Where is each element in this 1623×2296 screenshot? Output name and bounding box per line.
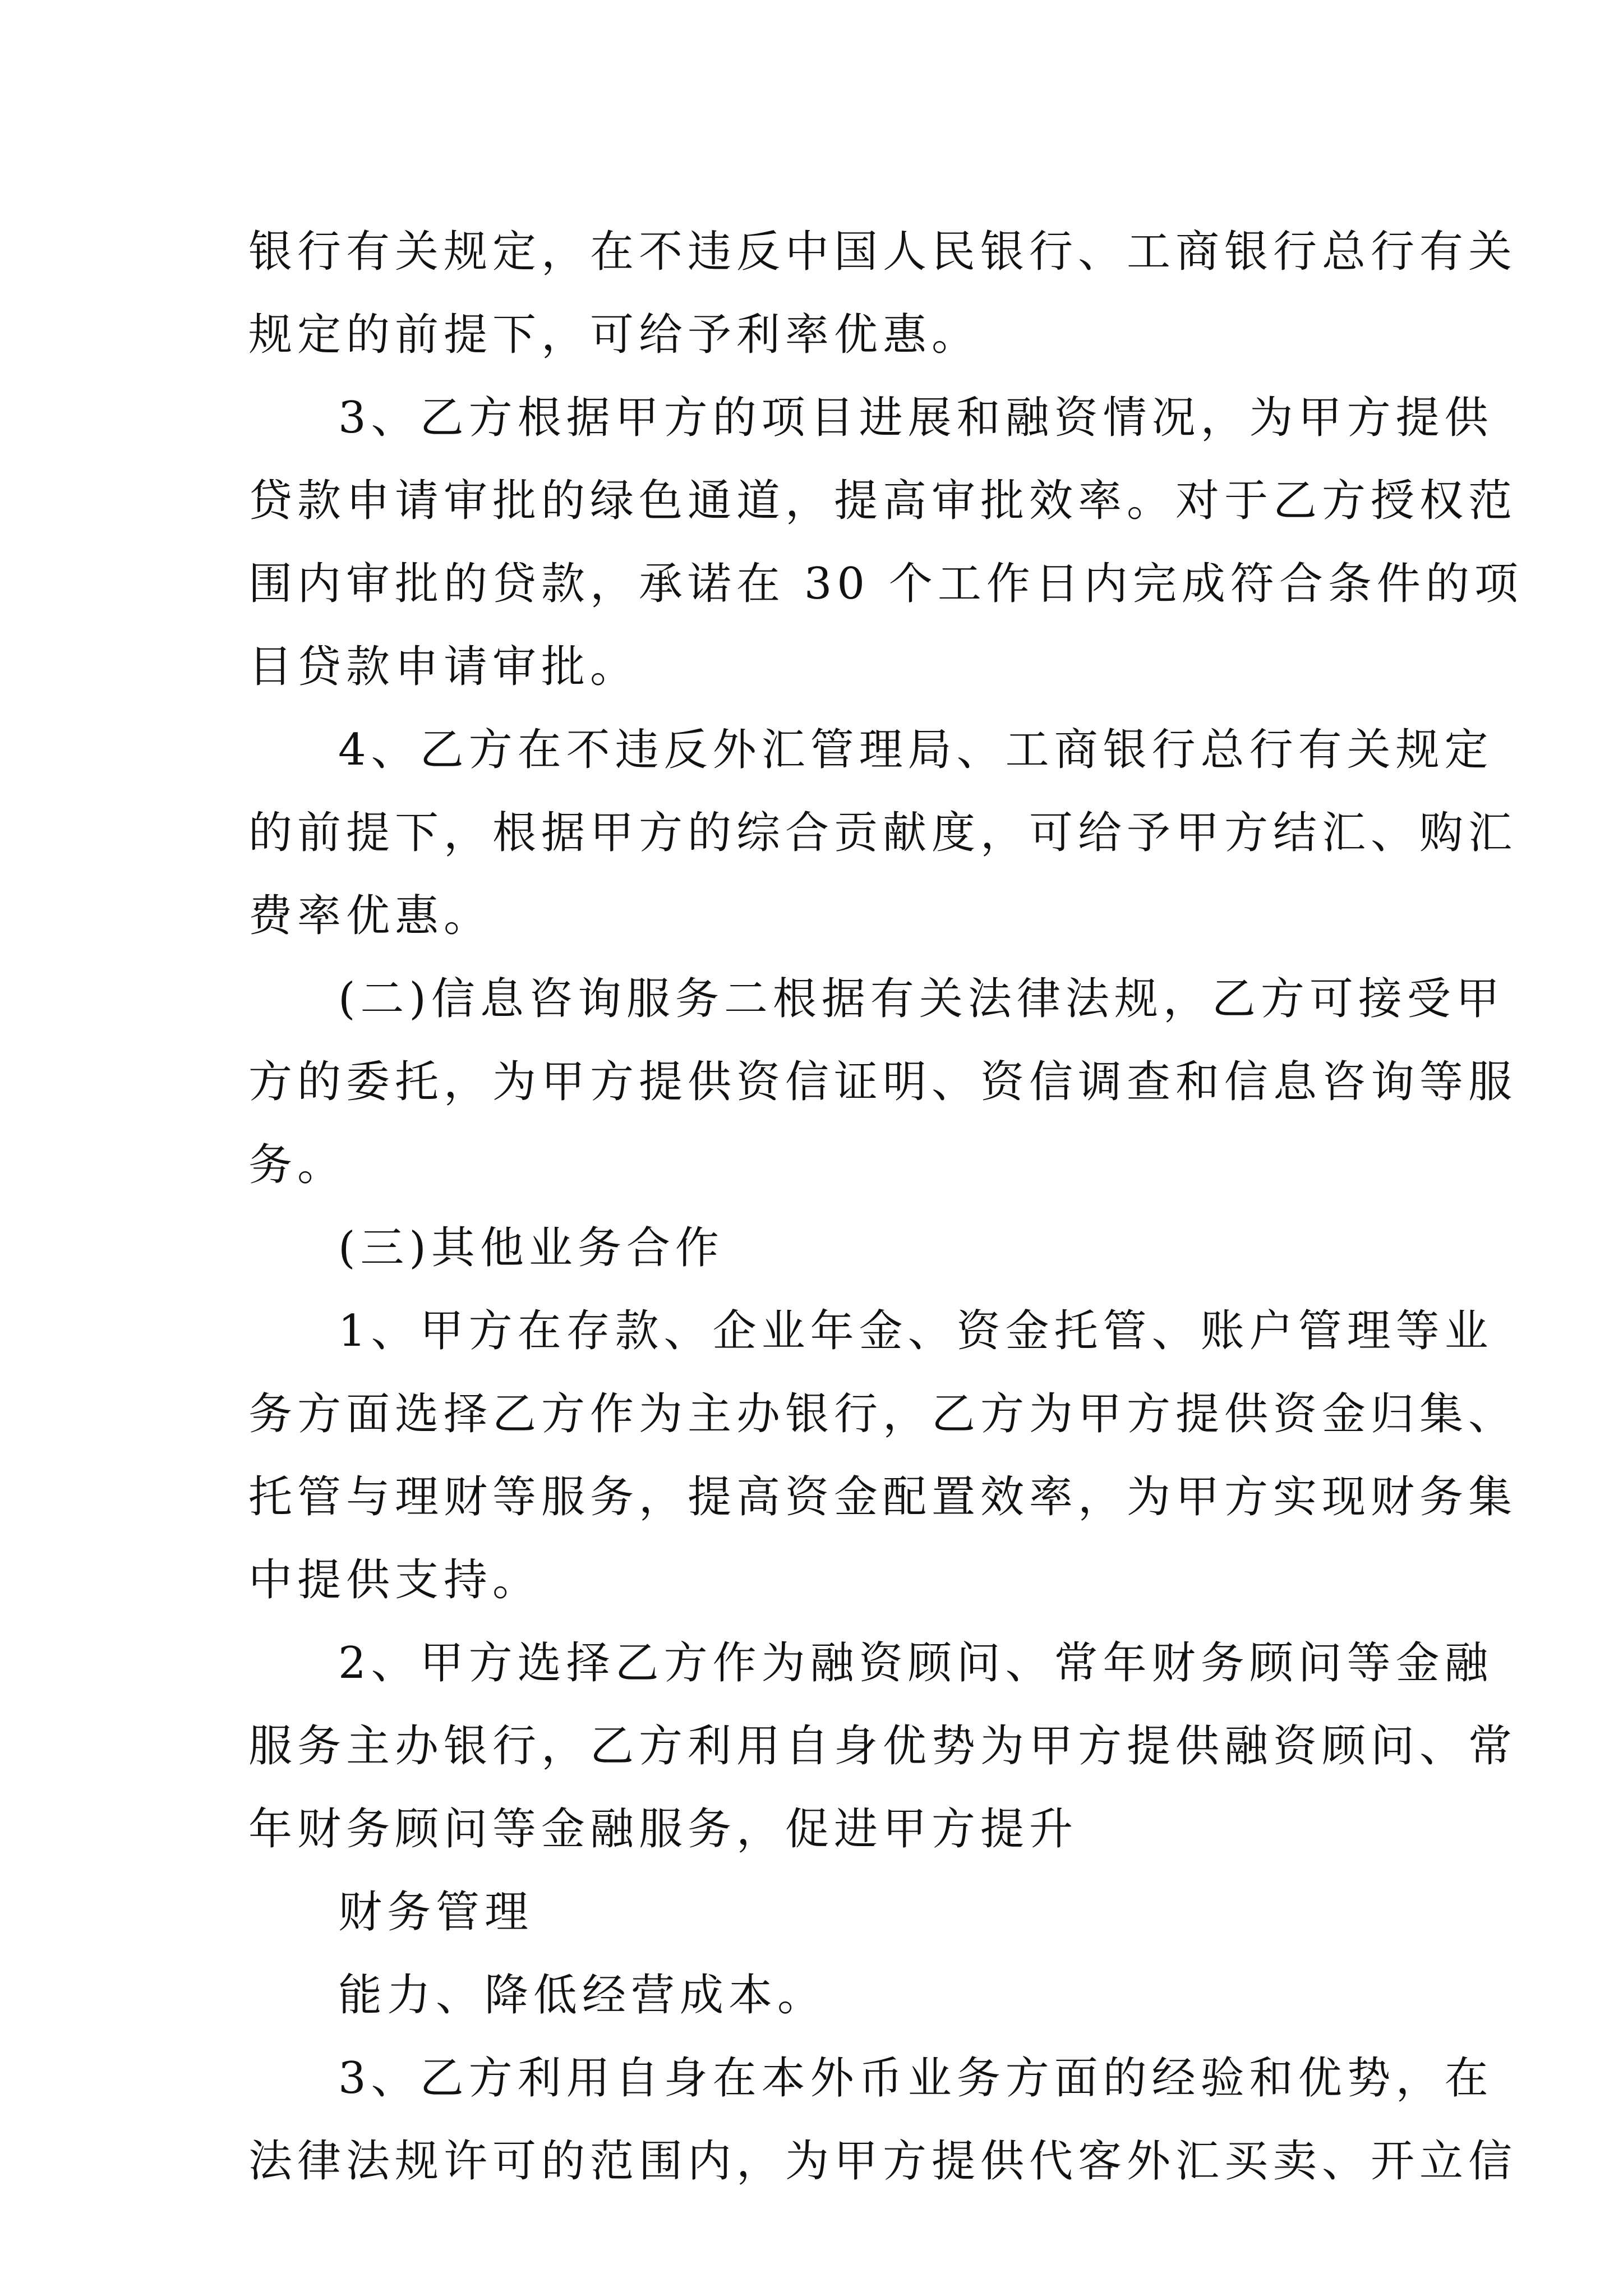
- text-line: 3、乙方根据甲方的项目进展和融资情况，为甲方提供: [338, 393, 1493, 443]
- text-line: 财务管理: [338, 1887, 534, 1938]
- text-line: (二)信息咨询服务二根据有关法律法规，乙方可接受甲: [338, 974, 1505, 1024]
- text-line: 法律法规许可的范围内，为甲方提供代客外汇买卖、开立信: [248, 2136, 1518, 2187]
- text-line: 方的委托，为甲方提供资信证明、资信调查和信息咨询等服: [248, 1057, 1518, 1107]
- text-line: 4、乙方在不违反外汇管理局、工商银行总行有关规定: [338, 725, 1493, 775]
- text-line: 的前提下，根据甲方的综合贡献度，可给予甲方结汇、购汇: [248, 808, 1518, 858]
- text-line: 服务主办银行，乙方利用自身优势为甲方提供融资顾问、常: [248, 1721, 1518, 1772]
- text-line: 贷款申请审批的绿色通道，提高审批效率。对于乙方授权范: [248, 476, 1518, 526]
- text-line: 托管与理财等服务，提高资金配置效率，为甲方实现财务集: [248, 1472, 1518, 1522]
- section-heading: (三)其他业务合作: [338, 1223, 724, 1273]
- text-line: 目贷款申请审批。: [248, 642, 639, 692]
- text-line: 规定的前提下，可给予利率优惠。: [248, 310, 981, 360]
- document-body: [248, 210, 1523, 2203]
- text-line: 务方面选择乙方作为主办银行，乙方为甲方提供资金归集、: [248, 1389, 1518, 1439]
- text-line: 中提供支持。: [248, 1555, 542, 1605]
- text-line: 银行有关规定，在不违反中国人民银行、工商银行总行有关: [248, 227, 1518, 277]
- text-line: 务。: [248, 1140, 347, 1190]
- text-line: 能力、降低经营成本。: [338, 1970, 827, 2021]
- text-line: 1、甲方在存款、企业年金、资金托管、账户管理等业: [338, 1306, 1493, 1356]
- text-line: 围内审批的贷款，承诺在 30 个工作日内完成符合条件的项: [248, 559, 1523, 609]
- text-line: 3、乙方利用自身在本外币业务方面的经验和优势，在: [338, 2053, 1493, 2104]
- text-line: 年财务顾问等金融服务，促进甲方提升: [248, 1804, 1078, 1855]
- text-line: 2、甲方选择乙方作为融资顾问、常年财务顾问等金融: [338, 1638, 1493, 1688]
- text-line: 费率优惠。: [248, 891, 493, 941]
